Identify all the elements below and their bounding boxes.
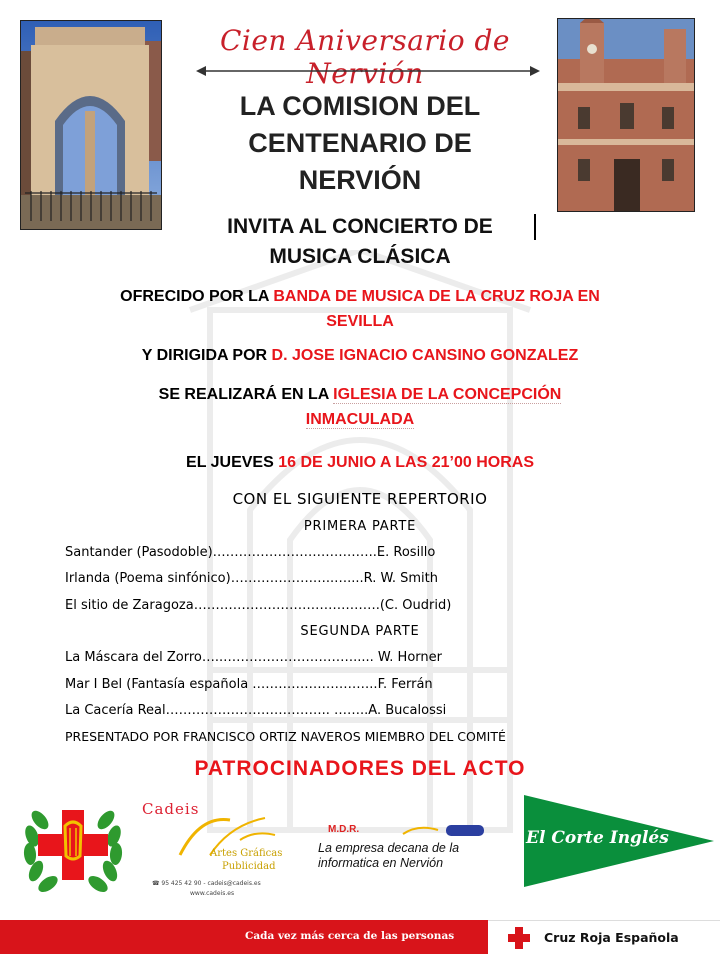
- cadeis-name: Cadeis: [142, 800, 200, 818]
- composer: (C. Oudrid): [379, 598, 452, 613]
- composer: W. Horner: [373, 650, 442, 665]
- offered-by: [20, 284, 700, 334]
- part-one-label: PRIMERA PARTE: [303, 519, 417, 534]
- invite-heading: [170, 212, 550, 272]
- composer: E. Rosillo: [376, 545, 436, 560]
- text-cursor: [534, 214, 536, 240]
- red-cross-wreath-logo: [18, 796, 128, 896]
- work-title: Irlanda (Poema sinfónico): [65, 571, 231, 586]
- part-two-label: SEGUNDA PARTE: [300, 624, 420, 639]
- mdr-brand: M.D.R.: [328, 824, 360, 835]
- repertoire-row: [65, 650, 442, 665]
- mdr-tagline-2: informatica en Nervión: [318, 856, 444, 870]
- venue-prefix: SE REALIZARÁ EN LA: [158, 386, 334, 403]
- cadeis-logo: [140, 800, 290, 905]
- title-line-1: LA COMISION DEL: [239, 91, 481, 121]
- venue-name-1: IGLESIA DE LA CONCEPCIÓN: [333, 386, 562, 403]
- mdr-logo: [318, 824, 498, 874]
- repertoire-row: [65, 677, 433, 692]
- repertoire-heading: CON EL SIGUIENTE REPERTORIO: [232, 490, 488, 508]
- el-corte-ingles-logo: [524, 795, 714, 887]
- directed-prefix: Y DIRIGIDA POR: [141, 347, 272, 364]
- cadeis-web: www.cadeis.es: [190, 890, 235, 897]
- church-photo: [557, 18, 695, 212]
- offered-prefix: OFRECIDO POR LA: [120, 288, 274, 305]
- cadeis-contact: ☎ 95 425 42 90 - cadeis@cadeis.es: [152, 880, 261, 887]
- work-title: La Cacería Real: [65, 703, 166, 718]
- event-date: [20, 450, 700, 475]
- leader-dots: ………………………..: [248, 677, 378, 692]
- directed-by: [20, 343, 700, 368]
- red-cross-icon: [508, 927, 530, 949]
- cadeis-line-1: Artes Gráficas: [210, 848, 283, 859]
- leader-dots: ………………………………..: [212, 545, 377, 560]
- footer-slogan: Cada vez más cerca de las personas: [245, 930, 455, 942]
- repertoire-row: [65, 545, 435, 560]
- composer: A. Bucalossi: [368, 703, 447, 718]
- venue: [20, 382, 700, 432]
- sponsors-title: PATROCINADORES DEL ACTO: [194, 757, 526, 780]
- eci-wordmark: El Corte Inglés: [526, 828, 669, 848]
- main-title: [190, 88, 530, 199]
- cadeis-line-2: Publicidad: [222, 861, 276, 872]
- monument-photo: [20, 20, 162, 230]
- title-line-3: NERVIÓN: [298, 165, 422, 195]
- mdr-badge-icon: [398, 824, 488, 838]
- mdr-tagline-1: La empresa decana de la: [318, 841, 460, 855]
- date-prefix: EL JUEVES: [186, 454, 279, 471]
- work-title: Santander (Pasodoble): [65, 545, 213, 560]
- date-value: 16 DE JUNIO A LAS 21’00 HORAS: [278, 454, 534, 471]
- leader-dots: …..………………………….....: [201, 650, 374, 665]
- conductor-name: D. JOSE IGNACIO CANSINO GONZALEZ: [271, 347, 579, 364]
- footer-brand: Cruz Roja Española: [544, 930, 679, 945]
- presenter-line: PRESENTADO POR FRANCISCO ORTIZ NAVEROS MIEMBRO DEL COMITÉ: [65, 729, 506, 744]
- leader-dots: …………………………………….: [193, 598, 380, 613]
- work-title: La Máscara del Zorro: [65, 650, 202, 665]
- invite-line-2: MUSICA CLÁSICA: [269, 245, 451, 268]
- invite-line-1: INVITA AL CONCIERTO DE: [227, 215, 493, 238]
- repertoire-row: [65, 598, 451, 613]
- band-city: SEVILLA: [326, 313, 394, 330]
- leader-dots: ……………………………….. ……..: [165, 703, 369, 718]
- repertoire-row: [65, 703, 446, 718]
- composer: F. Ferrán: [377, 677, 433, 692]
- title-arrow-divider: [196, 64, 540, 78]
- venue-name-2: INMACULADA: [305, 411, 415, 428]
- band-name: BANDA DE MUSICA DE LA CRUZ ROJA EN: [273, 288, 600, 305]
- leader-dots: ……………….…..…....: [230, 571, 364, 586]
- work-title: Mar I Bel (Fantasía española: [65, 677, 249, 692]
- footer-bar: [0, 920, 720, 954]
- title-line-2: CENTENARIO DE: [248, 128, 472, 158]
- repertoire-row: [65, 571, 438, 586]
- work-title: El sitio de Zaragoza: [65, 598, 194, 613]
- anniversary-script-title: Cien Aniversario de Nervión: [219, 24, 511, 90]
- composer: R. W. Smith: [363, 571, 438, 586]
